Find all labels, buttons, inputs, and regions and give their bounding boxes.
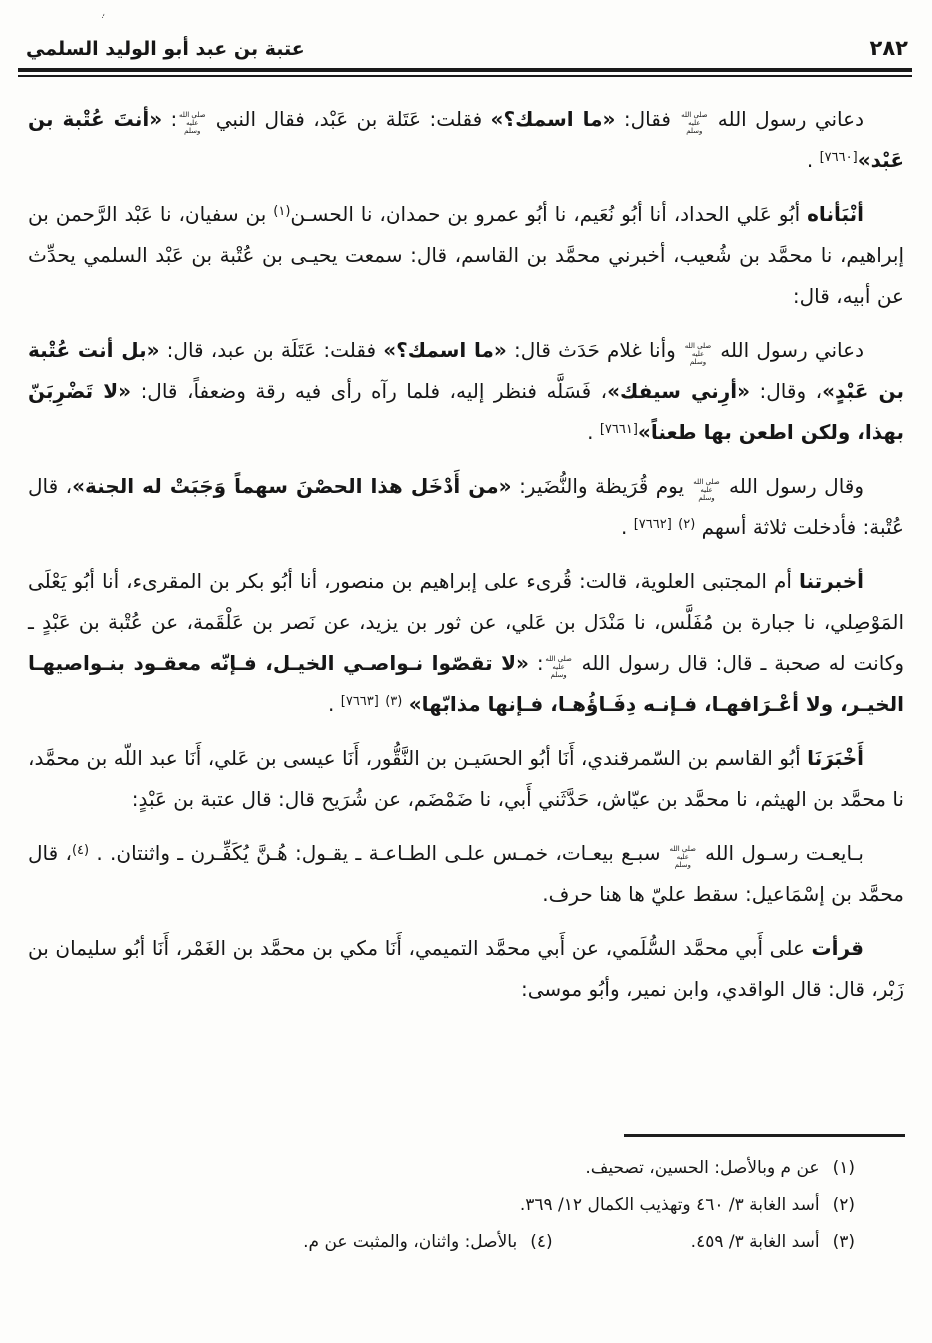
honorific-saw-icon: صلى الله عليه وسلم: [684, 342, 712, 366]
footnote-row-3-4: [27, 1224, 905, 1261]
body-text: [0, 77, 932, 1010]
body-paragraph-2: [28, 194, 904, 317]
footnote-1: [27, 1150, 905, 1187]
text-segment: على أَبي محمَّد السُّلَمي، عن أَبي محمَّد التميمي، أَنَا مكي بن محمَّد بن الغَمْر، أَنَا أبُو سليمان بن زَبْر، قال: قال الواقدي، وابن نمير، وأبُو موسى:: [28, 936, 904, 1001]
hadith-bold-text: «ما اسمك؟»: [490, 107, 616, 131]
text-segment: وأنا غلام حَدَث قال:: [506, 338, 684, 362]
hadith-number-ref: [٧٦٦٢]: [633, 517, 672, 532]
body-paragraph-1: [28, 99, 904, 181]
hadith-bold-text: «بل أنت عُتْبة بن عَبْدٍ»: [28, 338, 904, 403]
footnote-marker: (١): [273, 204, 291, 219]
text-segment: ، قال عُتْبة: فأدخلت ثلاثة أسهم: [28, 474, 904, 539]
text-segment: .: [587, 420, 600, 444]
text-segment: بن سفيان، نا عَبْد الرَّحمن بن إبراهيم، نا محمَّد بن شُعيب، أخبرني محمَّد بن القاسم، قال: سمعت يحيـى بن عُتْبة بن عَبْد السلمي يحدِّث عن أبيه، قال:: [28, 202, 904, 308]
text-segment: ، فَسَلَّه فنظر إليه، فلما رآه رأى فيه رقة وضعفاً، قال:: [131, 379, 608, 403]
text-segment: ، قال محمَّد بن إسْمَاعيل: سقط عليّ ها هنا حرف.: [28, 841, 904, 906]
text-segment: دعاني رسول الله: [713, 338, 864, 362]
text-segment: ، وقال:: [750, 379, 823, 403]
text-segment: :: [528, 651, 544, 675]
hadith-bold-text: أنْبَأناه: [807, 202, 864, 226]
body-paragraph-4: [28, 466, 904, 548]
text-segment: سبـع بيعـات، خمـس علـى الطـاعـة ـ يقـول: هُـنَّ يُكَفِّـرن ـ واثنتان. .: [89, 841, 668, 865]
text-segment: يوم قُرَيظة والنُّضَير:: [511, 474, 692, 498]
hadith-bold-text: «أرِني سيفك»: [607, 379, 751, 403]
body-paragraph-3: [28, 330, 904, 453]
text-segment: دعاني رسول الله: [709, 107, 864, 131]
footnote-number: (٣): [832, 1232, 855, 1252]
footnote-marker: (٣): [385, 694, 403, 709]
footnote-text: عن م وبالأصل: الحسين، تصحيف.: [585, 1158, 820, 1178]
text-segment: فقلت: عَتَلَة بن عبد، قال:: [159, 338, 384, 362]
hadith-bold-text: أَخْبَرَنَا: [807, 746, 864, 770]
page-number: ٢٨٢: [869, 36, 908, 60]
hadith-number-ref: [٧٦٦٣]: [340, 694, 379, 709]
body-paragraph-6: [28, 738, 904, 820]
footnote-2: [27, 1187, 905, 1224]
text-segment: .: [620, 515, 634, 539]
footnote-text: أسد الغابة ٣/ ٤٦٠ وتهذيب الكمال ١٢/ ٣٦٩.: [519, 1195, 820, 1215]
honorific-saw-icon: صلى الله عليه وسلم: [681, 111, 708, 135]
hadith-bold-text: «من أَدْخَل هذا الحصْنَ سهماً وَجَبَتْ له الجنة»: [72, 474, 512, 498]
honorific-saw-icon: صلى الله عليه وسلم: [179, 111, 206, 135]
body-paragraph-7: [28, 833, 904, 915]
footnote-separator: [624, 1134, 905, 1137]
footnote-marker: (٢): [678, 517, 696, 532]
hadith-bold-text: أخبرتنا: [798, 569, 864, 593]
hadith-number-ref: [٧٦٦١]: [599, 422, 638, 437]
honorific-saw-icon: صلى الله عليه وسلم: [545, 655, 572, 679]
hadith-bold-text: «ما اسمك؟»: [383, 338, 507, 362]
page-header: [0, 0, 932, 68]
text-segment: أبُو عَلي الحداد، أنا أبُو نُعَيم، نا أبُو عمرو بن حمدان، نا الحسـن: [290, 202, 808, 226]
text-segment: فقال:: [615, 107, 680, 131]
text-segment: وقال رسول الله: [721, 474, 865, 498]
footnote-number: (٢): [832, 1195, 855, 1215]
hadith-bold-text: «أنتَ عُتْبة بن عَبْد»: [28, 107, 904, 172]
hadith-number-ref: [٧٦٦٠]: [819, 150, 858, 165]
hadith-bold-text: قرأت: [811, 936, 864, 960]
header-rule: [18, 68, 912, 77]
honorific-saw-icon: صلى الله عليه وسلم: [669, 845, 696, 869]
text-segment: .: [328, 692, 341, 716]
footnote-number: (١): [832, 1158, 855, 1178]
body-paragraph-8: [28, 928, 904, 1010]
body-paragraph-5: [28, 561, 904, 725]
text-segment: أم المجتبى العلوية، قالت: قُرىء على إبراهيم بن منصور، أنا أبُو بكر بن المقرىء، أنا أبُو يَعْلَى المَوْصِلي، نا جبارة بن مُفَلَّس، نا مَنْدَل بن عَلي، عن ثور بن يزيد، عن نَصر بن عَلْقَمة، عن عُتْبة بن عَبْدٍ ـ وكانت له صحبة ـ قال: قال رسول الله: [28, 569, 904, 675]
text-segment: بـايعـت رسـول الله: [697, 841, 864, 865]
footnotes-block: [0, 1134, 932, 1261]
text-segment: فقلت: عَتَلة بن عَبْد، فقال النبي: [207, 107, 491, 131]
hadith-bold-text: «لا تقصّوا نـواصـي الخيـل، فـإنّه معقـود بنـواصيهـا الخيـر، ولا أعْـرَافهـا، فـإنـه دِفَـاؤُهـا، فـإنها مذابّها»: [28, 651, 904, 716]
footnote-4: [303, 1224, 553, 1261]
footnote-3: [691, 1224, 855, 1261]
chapter-title: عتبة بن عبد أبو الوليد السلمي: [26, 38, 305, 60]
text-segment: .: [806, 148, 820, 172]
scan-speck: ، ٠: [100, 9, 105, 23]
text-segment: :: [162, 107, 178, 131]
honorific-saw-icon: صلى الله عليه وسلم: [693, 478, 720, 502]
footnote-text: أسد الغابة ٣/ ٤٥٩.: [690, 1232, 820, 1252]
hadith-bold-text: «لا تَضْرِبَنّ بهذا، ولكن اطعن بها طعناً»: [28, 379, 904, 444]
footnote-marker: (٤): [71, 843, 90, 858]
footnote-text: بالأصل: واثنان، والمثبت عن م.: [303, 1232, 518, 1252]
footnote-number: (٤): [530, 1232, 553, 1252]
text-segment: أبُو القاسم بن السّمرقندي، أَنَا أبُو الحسَيـن بن النَّقُّور، أَنَا عيسى بن عَلي، أَنَا عبد اللّه بن محمَّد، نا محمَّد بن الهيثم، نا محمَّد بن عيّاش، حَدَّثَني أَبي، نا ضَمْضَم، عن شُرَيح قال: قال عتبة بن عَبْدٍ:: [28, 746, 904, 811]
